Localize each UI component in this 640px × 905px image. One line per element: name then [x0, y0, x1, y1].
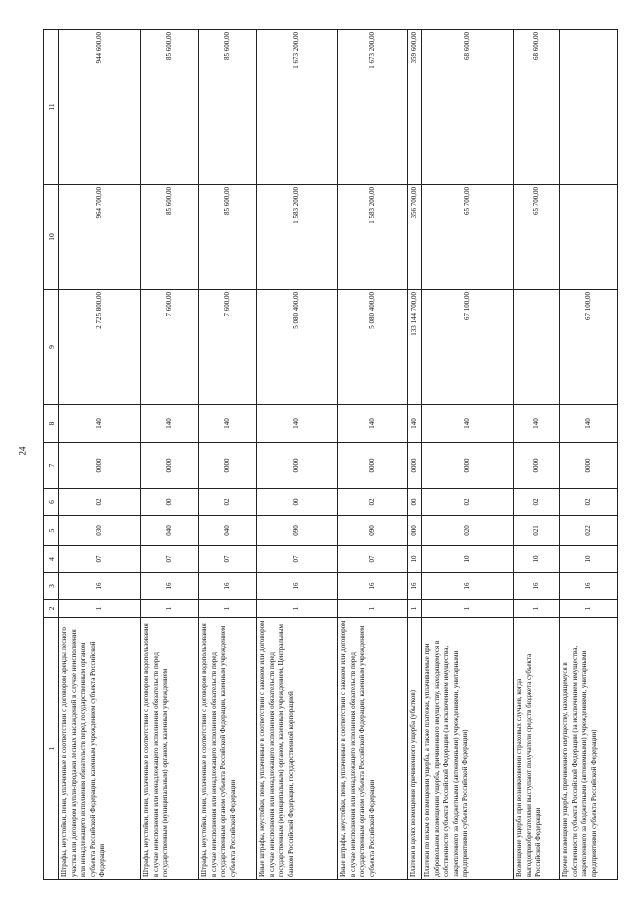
cell: 020	[422, 516, 514, 546]
row-name: Прочее возмещение ущерба, причиненного имуществу, находящемуся в собственности субъекта Российской Федерации (за исключением имущества, закрепленного за бюджетными (автономными) учреждениями, унитарными предприятиями субъекта Российской Федерации)	[560, 618, 618, 880]
cell: 140	[422, 405, 514, 443]
cell: 1	[199, 600, 257, 618]
row-name: Платежи по искам о возмещении ущерба, а также платежи, уплачиваемые при добровольном возмещении ущерба, причиненного имуществу, находящемуся в собственности субъекта Российской Федерации (за исключением имущества, закрепленного за бюджетными (автономными) учреждениями, унитарными предприятиями субъекта Российской Федерации)	[422, 618, 514, 880]
cell: 000	[408, 516, 422, 546]
column-header: 4	[44, 546, 59, 573]
table-row	[422, 30, 514, 880]
cell: 00	[408, 489, 422, 516]
cell: 16	[514, 573, 560, 600]
row-name: Штрафы, неустойки, пени, уплаченные в соответствии с договором водопользования в случае неисполнения или ненадлежащего исполнения обязательств перед государственным (муниципальным) органом, казенным учреждением	[141, 618, 199, 880]
cell: 1	[514, 600, 560, 618]
cell: 140	[560, 405, 618, 443]
column-header: 1	[44, 618, 59, 880]
column-header: 10	[44, 185, 59, 290]
cell: 1	[141, 600, 199, 618]
amount-cell: 85 600,00	[141, 30, 199, 185]
cell: 1	[338, 600, 408, 618]
amount-cell: 67 100,00	[422, 290, 514, 405]
amount-cell: 85 600,00	[141, 185, 199, 290]
column-header: 3	[44, 573, 59, 600]
amount-cell: 964 700,00	[59, 185, 141, 290]
cell: 140	[257, 405, 338, 443]
cell: 1	[408, 600, 422, 618]
cell: 140	[338, 405, 408, 443]
cell: 16	[408, 573, 422, 600]
cell: 140	[141, 405, 199, 443]
cell: 0000	[59, 443, 141, 489]
row-name: Иные штрафы, неустойки, пени, уплаченные в соответствии с законом или договором в случае неисполнения или ненадлежащего исполнения обязательств перед государственным (муниципальным) органом, казенным учреждением, Центральным банком Российской Федерации, государственной корпорацией	[257, 618, 338, 880]
amount-cell: 68 600,00	[514, 30, 560, 185]
cell: 140	[408, 405, 422, 443]
table-row	[560, 30, 618, 880]
cell: 090	[257, 516, 338, 546]
row-name: Возмещение ущерба при возникновении страховых случаев, когда выгодоприобретателями выступают получатели средств бюджета субъекта Российской Федерации	[514, 618, 560, 880]
cell: 10	[560, 546, 618, 573]
cell: 140	[199, 405, 257, 443]
amount-cell: 65 700,00	[514, 185, 560, 290]
amount-cell: 5 080 400,00	[338, 290, 408, 405]
cell: 16	[422, 573, 514, 600]
amount-cell: 944 600,00	[59, 30, 141, 185]
cell: 0000	[257, 443, 338, 489]
cell: 16	[59, 573, 141, 600]
cell: 140	[514, 405, 560, 443]
amount-cell: 68 600,00	[422, 30, 514, 185]
cell: 1	[422, 600, 514, 618]
cell: 0000	[408, 443, 422, 489]
cell: 10	[514, 546, 560, 573]
cell: 16	[338, 573, 408, 600]
revenue-table	[43, 29, 618, 880]
amount-cell	[560, 30, 618, 185]
column-header: 9	[44, 290, 59, 405]
amount-cell: 1 673 200,00	[338, 30, 408, 185]
row-name: Штрафы, неустойки, пени, уплаченные в соответствии с договором аренды лесного участка или договором купли-продажи лесных насаждений в случае неисполнения или ненадлежащего исполнения обязательств перед государственным органом субъекта Российской Федерации, казенным учреждением субъекта Российской Федерации	[59, 618, 141, 880]
amount-cell: 85 600,00	[199, 30, 257, 185]
cell: 02	[514, 489, 560, 516]
cell: 07	[257, 546, 338, 573]
cell: 02	[560, 489, 618, 516]
cell: 10	[422, 546, 514, 573]
cell: 090	[338, 516, 408, 546]
cell: 1	[560, 600, 618, 618]
cell: 1	[59, 600, 141, 618]
cell: 00	[257, 489, 338, 516]
cell: 02	[59, 489, 141, 516]
cell: 10	[408, 546, 422, 573]
row-name: Иные штрафы, неустойки, пени, уплаченные в соответствии с законом или договором в случае неисполнения или ненадлежащего исполнения обязательств перед государственным органом субъекта Российской Федерации, казенным учреждением субъекта Российской Федерации	[338, 618, 408, 880]
rotated-table-container	[43, 30, 598, 880]
amount-cell: 133 144 700,00	[408, 290, 422, 405]
cell: 0000	[141, 443, 199, 489]
cell: 022	[560, 516, 618, 546]
cell: 16	[141, 573, 199, 600]
table-row	[141, 30, 199, 880]
cell: 16	[199, 573, 257, 600]
page-number: 24	[17, 446, 28, 456]
row-name: Платежи в целях возмещения причиненного ущерба (убытков)	[408, 618, 422, 880]
cell: 030	[59, 516, 141, 546]
amount-cell: 67 100,00	[560, 290, 618, 405]
cell: 00	[141, 489, 199, 516]
cell: 02	[422, 489, 514, 516]
cell: 021	[514, 516, 560, 546]
table-row	[514, 30, 560, 880]
amount-cell: 7 600,00	[141, 290, 199, 405]
table-row	[408, 30, 422, 880]
cell: 02	[199, 489, 257, 516]
cell: 140	[59, 405, 141, 443]
amount-cell: 65 700,00	[422, 185, 514, 290]
cell: 040	[199, 516, 257, 546]
header-row	[44, 30, 59, 880]
cell: 16	[560, 573, 618, 600]
amount-cell: 7 600,00	[199, 290, 257, 405]
table-row	[59, 30, 141, 880]
column-header: 2	[44, 600, 59, 618]
cell: 07	[59, 546, 141, 573]
table-row	[338, 30, 408, 880]
cell: 16	[257, 573, 338, 600]
cell: 0000	[560, 443, 618, 489]
cell: 040	[141, 516, 199, 546]
column-header: 11	[44, 30, 59, 185]
amount-cell: 356 700,00	[408, 185, 422, 290]
cell: 0000	[422, 443, 514, 489]
cell: 07	[199, 546, 257, 573]
cell: 0000	[514, 443, 560, 489]
cell: 0000	[338, 443, 408, 489]
cell: 02	[338, 489, 408, 516]
amount-cell: 1 583 200,00	[338, 185, 408, 290]
amount-cell	[560, 185, 618, 290]
amount-cell: 85 600,00	[199, 185, 257, 290]
cell: 07	[338, 546, 408, 573]
amount-cell: 1 673 200,00	[257, 30, 338, 185]
cell: 0000	[199, 443, 257, 489]
amount-cell: 1 583 200,00	[257, 185, 338, 290]
amount-cell: 5 080 400,00	[257, 290, 338, 405]
column-header: 5	[44, 516, 59, 546]
amount-cell: 2 725 800,00	[59, 290, 141, 405]
cell: 1	[257, 600, 338, 618]
row-name: Штрафы, неустойки, пени, уплаченные в соответствии с договором водопользования в случае неисполнения или ненадлежащего исполнения обязательств перед государственным органом субъекта Российской Федерации, казенным учреждением субъекта Российской Федерации	[199, 618, 257, 880]
table-row	[257, 30, 338, 880]
amount-cell	[514, 290, 560, 405]
column-header: 8	[44, 405, 59, 443]
column-header: 6	[44, 489, 59, 516]
column-header: 7	[44, 443, 59, 489]
amount-cell: 359 600,00	[408, 30, 422, 185]
cell: 07	[141, 546, 199, 573]
table-row	[199, 30, 257, 880]
